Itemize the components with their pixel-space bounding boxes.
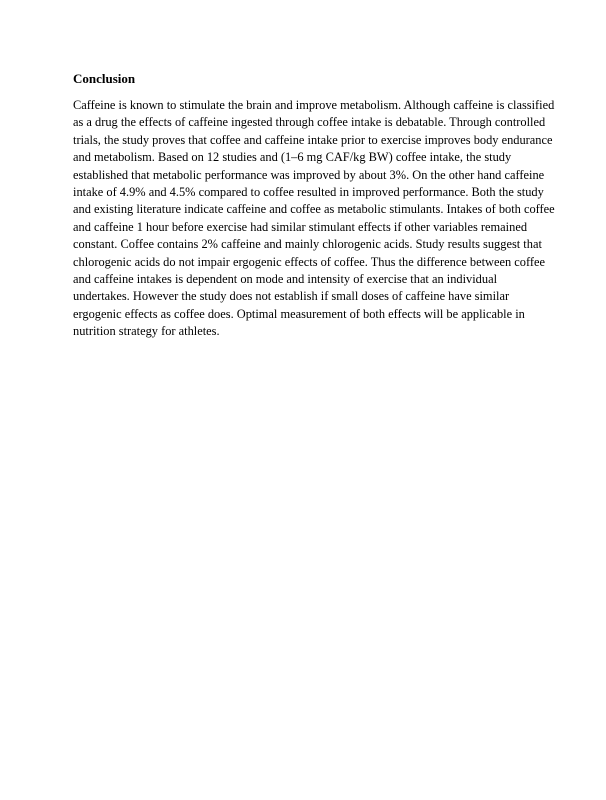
paragraph-line: Caffeine is known to stimulate the brain and improve metabolism. Although caffeine is classified [73,98,555,112]
paragraph-line: chlorogenic acids do not impair ergogenic effects of coffee. Thus the difference between coffee [73,254,546,269]
paragraph-line: intake of 4.9% and 4.5% compared to coffee resulted in improved performance. Both the study [73,184,544,199]
paragraph-line: constant. Coffee contains 2% caffeine and mainly chlorogenic acids. Study results suggest that [73,237,542,252]
paragraph-line: ergogenic effects as coffee does. Optimal measurement of both effects will be applicable in [73,306,525,321]
paragraph-line: as a drug the effects of caffeine ingested through coffee intake is debatable. Through controlled [73,115,546,130]
paragraph-line: and caffeine intakes is dependent on mode and intensity of exercise that an individual [73,271,498,286]
paragraph-line: and caffeine 1 hour before exercise had similar stimulant effects if other variables remained [73,219,528,234]
paragraph-line: and existing literature indicate caffeine and coffee as metabolic stimulants. Intakes of both coffee [73,202,555,217]
paragraph-line: undertakes. However the study does not establish if small doses of caffeine have similar [73,289,510,304]
conclusion-paragraph [73,97,555,340]
paragraph-line: nutrition strategy for athletes. [73,324,220,339]
paragraph-line: established that metabolic performance was improved by about 3%. On the other hand caffeine [73,167,545,182]
paragraph-line: and metabolism. Based on 12 studies and (1–6 mg CAF/kg BW) coffee intake, the study [73,150,512,165]
section-heading: Conclusion [73,71,136,86]
paragraph-line: trials, the study proves that coffee and caffeine intake prior to exercise improves body endurance [73,132,553,147]
